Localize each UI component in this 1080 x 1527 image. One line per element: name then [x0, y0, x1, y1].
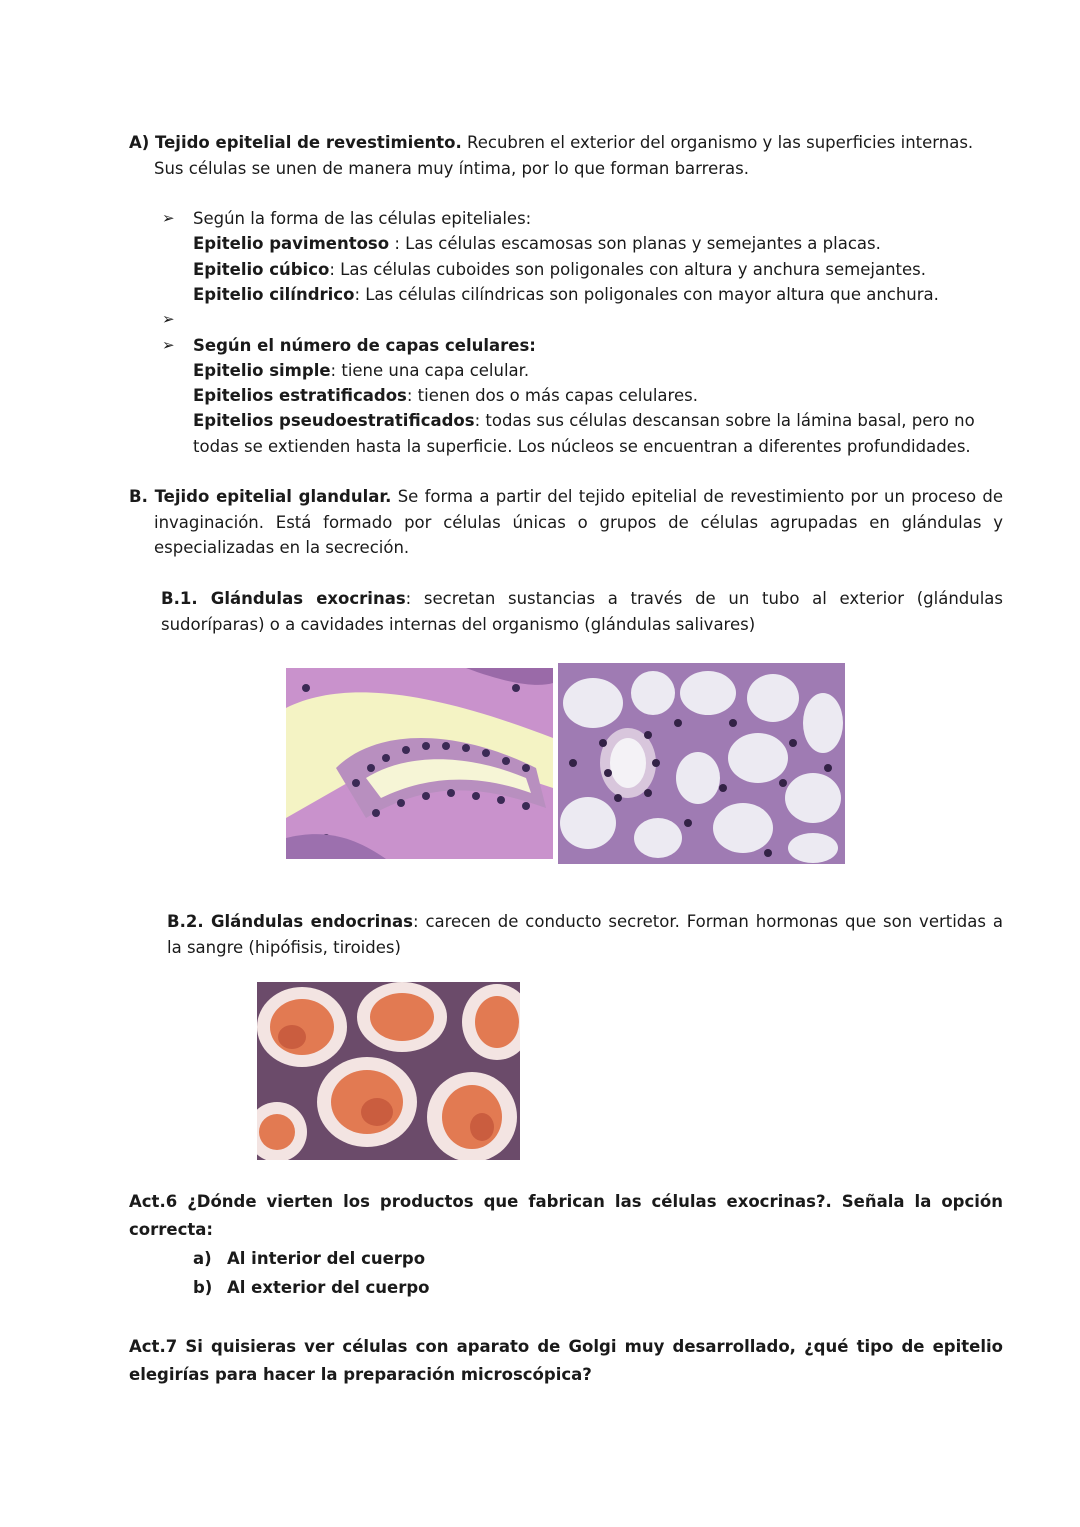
act6-option-a[interactable] — [193, 1246, 425, 1272]
exocrine-micrograph-salivary — [558, 663, 845, 864]
option-text: Al exterior del cuerpo — [227, 1278, 430, 1297]
term: Epitelio pavimentoso — [193, 234, 390, 253]
section-a-text1: Recubren el exterior del organismo y las superficies internas. — [461, 133, 974, 152]
section-b-text: Se forma a partir del tejido epitelial de revestimiento por un proceso de invaginación. Está formado por células únicas o grupos de células agrupadas en glándulas y especializadas en la secreción. — [154, 487, 1003, 557]
term: Epitelio simple — [193, 361, 331, 380]
b2-heading: B.2. Glándulas endocrinas — [167, 912, 413, 931]
desc: : Las células cilíndricas son poligonales con mayor altura que anchura. — [354, 285, 939, 304]
desc: : Las células escamosas son planas y semejantes a placas. — [389, 234, 881, 253]
capas-item-estratificados — [193, 383, 698, 409]
endocrine-micrograph-thyroid — [257, 982, 520, 1160]
capas-intro — [193, 333, 536, 359]
desc: : todas sus células descansan sobre la lámina basal, pero no — [474, 411, 975, 430]
term: Epitelios estratificados — [193, 386, 407, 405]
option-label: b) — [193, 1278, 213, 1297]
bullet-icon: ➢ — [162, 336, 175, 354]
term: Epitelios pseudoestratificados — [193, 411, 475, 430]
bullet-icon: ➢ — [162, 209, 175, 227]
forma-item-cilindrico — [193, 282, 939, 308]
term: Epitelio cúbico — [193, 260, 330, 279]
capas-intro-text: Según el número de capas celulares: — [193, 336, 536, 355]
act6-question: Act.6 ¿Dónde vierten los productos que fabrican las células exocrinas?. Señala la opción correcta: — [129, 1192, 1003, 1239]
section-a-line1 — [129, 130, 1003, 156]
section-a-heading: A) Tejido epitelial de revestimiento. — [129, 133, 462, 152]
b1-text: : secretan sustancias a través de un tubo al exterior (glándulas sudoríparas) o a cavidades internas del organismo (glándulas salivares) — [161, 589, 1003, 634]
desc: : tiene una capa celular. — [330, 361, 530, 380]
capas-continuation: todas se extienden hasta la superficie. Los núcleos se encuentran a diferentes profundidades. — [193, 437, 971, 456]
b2-paragraph — [167, 909, 1003, 960]
term: Epitelio cilíndrico — [193, 285, 355, 304]
act7-question: Act.7 Si quisieras ver células con aparato de Golgi muy desarrollado, ¿qué tipo de epitelio elegirías para hacer la preparación microscópica? — [129, 1337, 1003, 1384]
b1-paragraph — [161, 586, 1003, 637]
bullet-icon: ➢ — [162, 310, 175, 328]
b1-heading: B.1. Glándulas exocrinas — [161, 589, 406, 608]
forma-item-cubico — [193, 257, 926, 283]
desc: : tienen dos o más capas celulares. — [406, 386, 698, 405]
capas-item-pseudo — [193, 408, 975, 434]
forma-intro: Según la forma de las células epiteliales: — [193, 209, 532, 228]
section-b-heading: B. Tejido epitelial glandular. — [129, 487, 392, 506]
act6-option-b[interactable] — [193, 1275, 430, 1301]
forma-item-pavimentoso — [193, 231, 881, 257]
b2-text: : carecen de conducto secretor. Forman hormonas que son vertidas a la sangre (hipófisis, tiroides) — [167, 912, 1003, 957]
desc: : Las células cuboides son poligonales con altura y anchura semejantes. — [329, 260, 926, 279]
section-a-line2: Sus células se unen de manera muy íntima, por lo que forman barreras. — [154, 159, 749, 178]
option-label: a) — [193, 1249, 212, 1268]
exocrine-micrograph-duct — [286, 668, 553, 859]
capas-item-simple — [193, 358, 529, 384]
option-text: Al interior del cuerpo — [227, 1249, 426, 1268]
section-b — [129, 484, 1003, 561]
